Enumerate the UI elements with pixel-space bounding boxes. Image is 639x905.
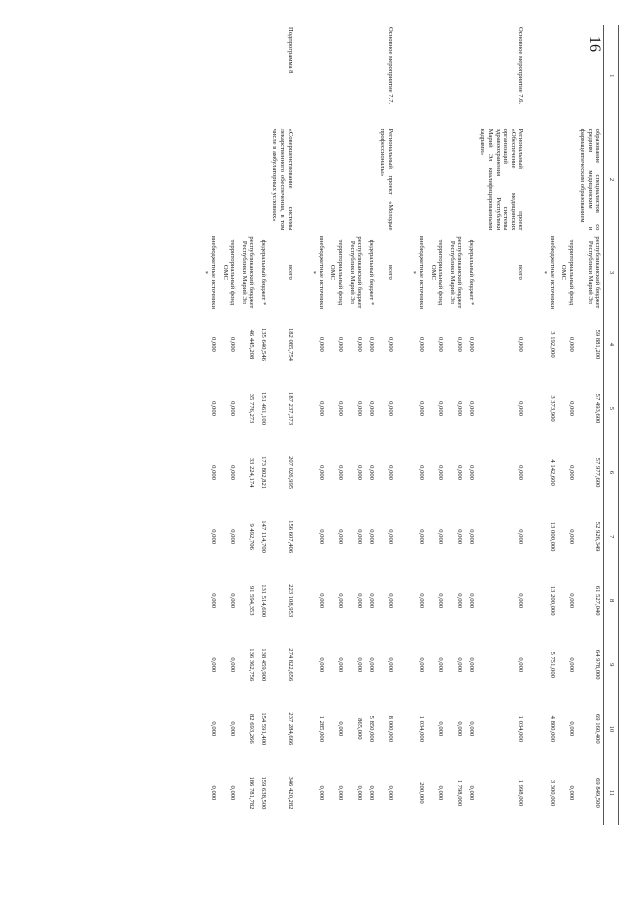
- amount-cell: 0,000: [386, 657, 394, 673]
- funding-source-cell: внебюджетные источники *: [540, 235, 556, 310]
- funding-source-cell: всего: [286, 265, 294, 280]
- amount-cell: 186 781,782: [248, 776, 256, 810]
- row-status-cell: [200, 25, 219, 127]
- amount-cell: 8 000,000: [386, 715, 394, 742]
- amount-cell: 0,000: [567, 401, 575, 416]
- amount-cell: 0,000: [317, 657, 325, 673]
- page-number: 16: [586, 36, 603, 52]
- row-status-cell: [346, 25, 365, 127]
- row-status-cell: [465, 25, 477, 127]
- amount-cell: 0,000: [437, 657, 445, 673]
- amount-cell: 1 034,000: [418, 715, 426, 742]
- amount-cell: 5 850,000: [367, 715, 375, 742]
- amount-cell: 237 284,666: [286, 712, 294, 746]
- row-status-cell: [558, 25, 577, 127]
- amount-cell: 52 926,349: [594, 521, 602, 552]
- row-status-cell: [219, 25, 238, 127]
- column-header: 3: [604, 232, 619, 312]
- amount-cell: 0,000: [567, 465, 575, 480]
- amount-cell: 0,000: [418, 657, 426, 673]
- amount-cell: 0,000: [356, 785, 364, 801]
- budget-table: [200, 25, 619, 825]
- amount-cell: 0,000: [317, 465, 325, 480]
- amount-cell: 0,000: [467, 657, 475, 673]
- amount-cell: 5 751,000: [548, 651, 556, 678]
- table-row: [308, 25, 327, 825]
- amount-cell: 0,000: [418, 593, 426, 609]
- amount-cell: 0,000: [210, 593, 218, 609]
- amount-cell: 0,000: [336, 529, 344, 545]
- amount-cell: 0,000: [317, 337, 325, 352]
- row-name-cell: [346, 127, 365, 233]
- amount-cell: 274 822,656: [286, 648, 294, 682]
- row-name-cell: [219, 127, 238, 233]
- amount-cell: 0,000: [317, 529, 325, 545]
- row-status-cell: [538, 25, 557, 127]
- table-row: [327, 25, 346, 825]
- amount-cell: 0,000: [336, 337, 344, 352]
- funding-source-cell: федеральный бюджет *: [259, 239, 267, 306]
- amount-cell: 173 802,821: [259, 456, 267, 490]
- amount-cell: 187 237,373: [286, 392, 294, 425]
- amount-cell: 69 160,400: [594, 713, 602, 744]
- amount-cell: 0,000: [229, 721, 237, 737]
- amount-cell: 0,000: [210, 465, 218, 480]
- amount-cell: 0,000: [317, 785, 325, 801]
- amount-cell: 9 492,706: [248, 523, 256, 550]
- amount-cell: 0,000: [229, 529, 237, 545]
- amount-cell: 0,000: [229, 785, 237, 801]
- amount-cell: 0,000: [229, 337, 237, 352]
- row-name-cell: [200, 127, 219, 233]
- funding-source-cell: федеральный бюджет *: [467, 239, 475, 306]
- row-status-cell: [427, 25, 446, 127]
- amount-cell: 0,000: [437, 529, 445, 545]
- amount-cell: 0,000: [456, 337, 464, 352]
- amount-cell: 0,000: [517, 465, 525, 480]
- column-header: 7: [604, 505, 619, 569]
- funding-source-cell: республиканский бюджет Республики Марий Эл: [586, 236, 602, 309]
- amount-cell: 0,000: [210, 401, 218, 416]
- amount-cell: 0,000: [467, 593, 475, 609]
- amount-cell: 0,000: [336, 785, 344, 801]
- amount-cell: 13 000,000: [548, 521, 556, 552]
- amount-cell: 0,000: [336, 465, 344, 480]
- amount-cell: 0,000: [386, 593, 394, 609]
- amount-cell: 0,000: [386, 465, 394, 480]
- row-name-cell: [308, 127, 327, 233]
- amount-cell: 0,000: [229, 465, 237, 480]
- funding-source-cell: республиканский бюджет Республики Марий Эл: [240, 236, 256, 309]
- row-status-cell: [327, 25, 346, 127]
- row-name-cell: [238, 127, 257, 233]
- amount-cell: 0,000: [386, 337, 394, 352]
- table-body: [200, 25, 604, 825]
- amount-cell: 0,000: [336, 401, 344, 416]
- amount-cell: 0,000: [367, 337, 375, 352]
- amount-cell: 0,000: [456, 465, 464, 480]
- amount-cell: 0,000: [386, 785, 394, 801]
- amount-cell: 0,000: [356, 337, 364, 352]
- amount-cell: 0,000: [517, 529, 525, 545]
- row-name-cell: «Совершенствование системы лекарственного обеспечения, в том числе в амбулаторных условиях»: [271, 128, 294, 231]
- table-row: [408, 25, 427, 825]
- amount-cell: 0,000: [437, 337, 445, 352]
- amount-cell: 0,000: [336, 657, 344, 673]
- amount-cell: 159 638,500: [259, 776, 267, 810]
- table-row: [465, 25, 477, 825]
- amount-cell: 0,000: [517, 401, 525, 416]
- amount-cell: 0,000: [517, 337, 525, 352]
- amount-cell: 0,000: [567, 337, 575, 352]
- amount-cell: 0,000: [437, 465, 445, 480]
- amount-cell: 0,000: [367, 465, 375, 480]
- amount-cell: 0,000: [467, 465, 475, 480]
- amount-cell: 0,000: [356, 593, 364, 609]
- amount-cell: 0,000: [437, 721, 445, 737]
- amount-cell: 865,000: [356, 718, 364, 740]
- amount-cell: 0,000: [467, 401, 475, 416]
- amount-cell: 0,000: [456, 657, 464, 673]
- funding-source-cell: внебюджетные источники *: [310, 235, 325, 310]
- funding-source-cell: внебюджетные источники *: [410, 235, 426, 310]
- row-name-cell: [465, 127, 477, 233]
- amount-cell: 33 224,174: [248, 457, 256, 488]
- amount-cell: 0,000: [567, 657, 575, 673]
- table-row: [200, 25, 219, 825]
- amount-cell: 223 108,953: [286, 584, 294, 618]
- column-header: 9: [604, 633, 619, 697]
- row-status-cell: Подпрограмма 8: [286, 27, 294, 74]
- table-row: [257, 25, 269, 825]
- amount-cell: 131 514,600: [259, 584, 267, 618]
- table-row: [477, 25, 538, 825]
- amount-cell: 0,000: [467, 785, 475, 801]
- amount-cell: 0,000: [317, 401, 325, 416]
- row-name-cell: [446, 127, 465, 233]
- amount-cell: 0,000: [317, 593, 325, 609]
- amount-cell: 0,000: [567, 529, 575, 545]
- row-name-cell: образование специалистов со средним медицинским и фармацевтическим образованием: [579, 128, 602, 231]
- amount-cell: 0,000: [418, 401, 426, 416]
- amount-cell: 0,000: [418, 337, 426, 352]
- funding-source-cell: федеральный бюджет *: [367, 239, 375, 306]
- amount-cell: 0,000: [467, 337, 475, 352]
- amount-cell: 1 285,000: [317, 715, 325, 742]
- table-row: [219, 25, 238, 825]
- amount-cell: 3 300,000: [548, 779, 556, 807]
- amount-cell: 0,000: [517, 593, 525, 609]
- amount-cell: 0,000: [386, 401, 394, 416]
- row-status-cell: Основное мероприятие 7.7.: [386, 27, 394, 105]
- amount-cell: 0,000: [418, 529, 426, 545]
- amount-cell: 0,000: [210, 785, 218, 801]
- table-row: [446, 25, 465, 825]
- funding-source-cell: территориальный фонд ОМС: [329, 239, 344, 306]
- table-row: [377, 25, 408, 825]
- amount-cell: 0,000: [567, 785, 575, 801]
- row-status-cell: [308, 25, 327, 127]
- amount-cell: 207 026,995: [286, 456, 294, 490]
- amount-cell: 0,000: [210, 721, 218, 737]
- amount-cell: 0,000: [386, 529, 394, 545]
- funding-source-cell: республиканский бюджет Республики Марий Эл: [348, 236, 364, 309]
- amount-cell: 0,000: [229, 401, 237, 416]
- amount-cell: 91 594,353: [248, 585, 256, 616]
- amount-cell: 0,000: [336, 721, 344, 737]
- amount-cell: 0,000: [367, 657, 375, 673]
- amount-cell: 1 998,000: [517, 779, 525, 807]
- row-status-cell: [238, 25, 257, 127]
- column-header: 6: [604, 441, 619, 505]
- amount-cell: 0,000: [517, 657, 525, 673]
- row-status-cell: [577, 25, 604, 127]
- amount-cell: 4 142,600: [548, 459, 556, 486]
- table-row: [269, 25, 308, 825]
- row-status-cell: [257, 25, 269, 127]
- funding-source-cell: республиканский бюджет Республики Марий Эл: [448, 236, 464, 309]
- amount-cell: 82 693,266: [248, 713, 256, 744]
- row-name-cell: [408, 127, 427, 233]
- amount-cell: 156 607,406: [286, 520, 294, 554]
- amount-cell: 0,000: [456, 721, 464, 737]
- column-header: 8: [604, 569, 619, 633]
- amount-cell: 0,000: [210, 529, 218, 545]
- row-name-cell: Региональный проект «Обеспечение медицинских организаций системы здравоохранения Республики Марий Эл квалифицированными кадрами»: [479, 128, 525, 231]
- amount-cell: 0,000: [367, 401, 375, 416]
- amount-cell: 0,000: [356, 657, 364, 673]
- amount-cell: 0,000: [437, 593, 445, 609]
- column-header: 11: [604, 761, 619, 825]
- amount-cell: 0,000: [418, 465, 426, 480]
- amount-cell: 0,000: [437, 785, 445, 801]
- amount-cell: 0,000: [356, 529, 364, 545]
- amount-cell: 0,000: [229, 593, 237, 609]
- amount-cell: 0,000: [467, 721, 475, 737]
- row-name-cell: [365, 127, 377, 233]
- column-header: 4: [604, 312, 619, 376]
- amount-cell: 0,000: [356, 465, 364, 480]
- funding-source-cell: территориальный фонд ОМС: [221, 239, 237, 306]
- amount-cell: 0,000: [210, 337, 218, 352]
- amount-cell: 59 881,200: [594, 329, 602, 360]
- amount-cell: 4 800,000: [548, 715, 556, 742]
- rotated-table-container: [99, 25, 619, 825]
- row-name-cell: [327, 127, 346, 233]
- amount-cell: 151 461,100: [259, 392, 267, 425]
- table-row: [238, 25, 257, 825]
- amount-cell: 1 034,000: [517, 715, 525, 742]
- amount-cell: 57 977,600: [594, 457, 602, 488]
- amount-cell: 138 459,900: [259, 648, 267, 682]
- amount-cell: 200,000: [418, 782, 426, 804]
- column-header: 1: [604, 25, 619, 127]
- amount-cell: 13 200,000: [548, 585, 556, 616]
- amount-cell: 1 798,000: [456, 779, 464, 807]
- row-name-cell: Региональный проект «Молодые профессионалы»: [379, 128, 394, 231]
- amount-cell: 0,000: [356, 401, 364, 416]
- table-row: [538, 25, 557, 825]
- table-row: [558, 25, 577, 825]
- amount-cell: 64 978,000: [594, 649, 602, 680]
- funding-source-cell: территориальный фонд ОМС: [560, 239, 575, 306]
- amount-cell: 3 192,000: [548, 331, 556, 358]
- table-row: [346, 25, 365, 825]
- amount-cell: 346 420,282: [286, 776, 294, 810]
- row-name-cell: [538, 127, 557, 233]
- amount-cell: 0,000: [456, 401, 464, 416]
- amount-cell: 0,000: [456, 593, 464, 609]
- amount-cell: 0,000: [210, 657, 218, 673]
- column-header: 2: [604, 127, 619, 233]
- table-row: [577, 25, 604, 825]
- amount-cell: 46 445,208: [248, 329, 256, 360]
- amount-cell: 0,000: [567, 721, 575, 737]
- amount-cell: 182 085,754: [286, 327, 294, 361]
- column-header: 10: [604, 697, 619, 761]
- amount-cell: 136 362,756: [248, 648, 256, 682]
- row-status-cell: Основное мероприятие 7.6.: [517, 27, 525, 105]
- amount-cell: 35 776,273: [248, 393, 256, 424]
- amount-cell: 0,000: [467, 529, 475, 545]
- table-row: [365, 25, 377, 825]
- row-status-cell: [408, 25, 427, 127]
- amount-cell: 147 114,700: [259, 520, 267, 553]
- amount-cell: 0,000: [229, 657, 237, 673]
- funding-source-cell: территориальный фонд ОМС: [429, 239, 445, 306]
- amount-cell: 0,000: [367, 529, 375, 545]
- table-header-row: [604, 25, 619, 825]
- amount-cell: 61 527,040: [594, 585, 602, 616]
- row-name-cell: [558, 127, 577, 233]
- amount-cell: 0,000: [367, 593, 375, 609]
- table-row: [427, 25, 446, 825]
- amount-cell: 57 493,600: [594, 393, 602, 424]
- amount-cell: 135 640,546: [259, 327, 267, 361]
- amount-cell: 0,000: [367, 785, 375, 801]
- row-name-cell: [257, 127, 269, 233]
- funding-source-cell: внебюджетные источники *: [202, 235, 218, 310]
- row-name-cell: [427, 127, 446, 233]
- amount-cell: 0,000: [336, 593, 344, 609]
- amount-cell: 3 373,900: [548, 395, 556, 422]
- column-header: 5: [604, 376, 619, 440]
- amount-cell: 0,000: [437, 401, 445, 416]
- amount-cell: 154 591,400: [259, 712, 267, 746]
- funding-source-cell: всего: [517, 265, 525, 280]
- row-status-cell: [365, 25, 377, 127]
- row-status-cell: [446, 25, 465, 127]
- funding-source-cell: всего: [386, 265, 394, 280]
- amount-cell: 0,000: [567, 593, 575, 609]
- amount-cell: 0,000: [456, 529, 464, 545]
- amount-cell: 69 849,500: [594, 778, 602, 808]
